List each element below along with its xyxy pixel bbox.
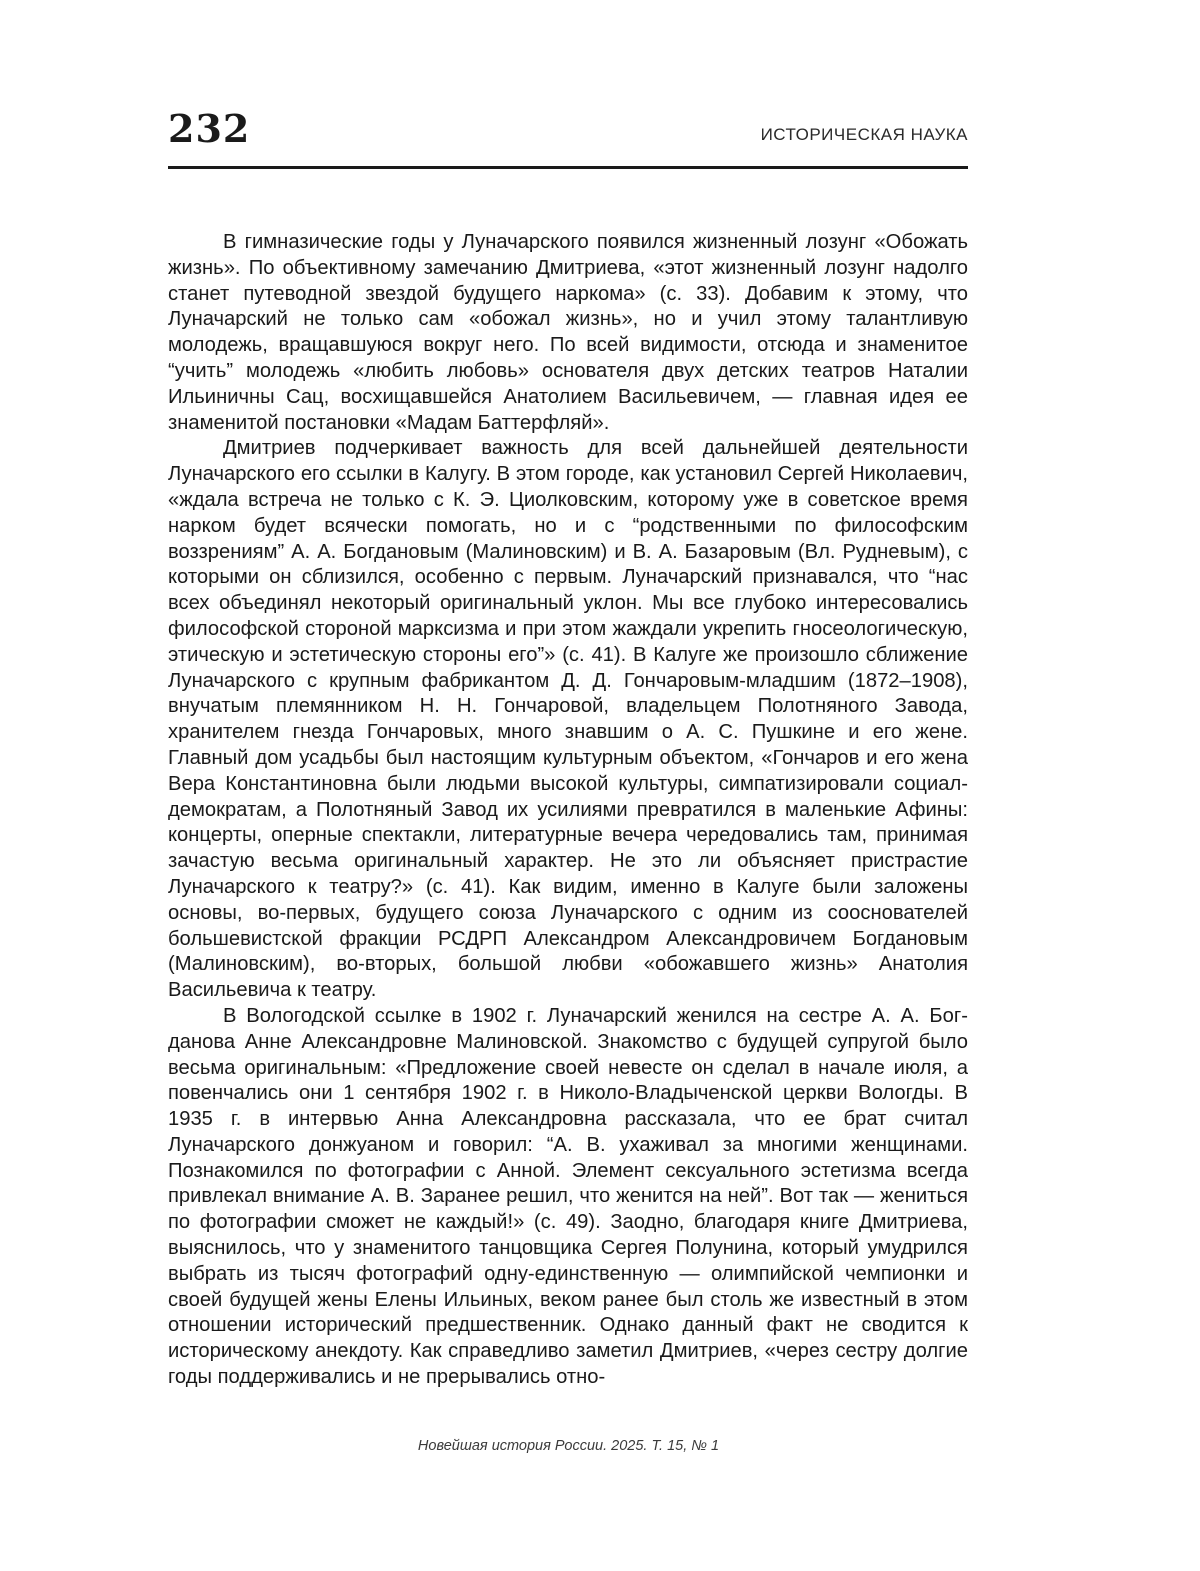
section-title: ИСТОРИЧЕСКАЯ НАУКА [760, 125, 968, 144]
article-body [168, 230, 968, 1391]
page-number: 232 [168, 106, 251, 151]
paragraph-2: Дмитриев подчеркивает важность для всей дальнейшей деятельности Луначарского его ссылки в Калугу. В этом городе, как установил Сергей Николаевич, «ждала встреча не только с К. Э. Циолковским, которому уже в советское время нарком будет всячески помогать, но и с “родственными по философским воззрениям” А. А. Богдановым (Малиновским) и В. А. Базаровым (Вл. Рудневым), с которыми он сблизился, особенно с первым. Луначарский признавался, что “нас всех объединял некоторый оригинальный уклон. Мы все глубоко интересовались философской стороной марксизма и при этом жаждали укрепить гносеологическую, этическую и эстетическую стороны его”» (с. 41). В Калуге же произошло сближение Луначарского с крупным фабрикантом Д. Д. Гончаровым-младшим (1872–1908), внучатым племянником Н. Н. Гончаровой, владельцем Полотняного Завода, хранителем гнезда Гончаровых, много знавшим о А. С. Пушкине и его жене. Главный дом усадьбы был настоящим культурным объектом, «Гончаров и его жена Вера Константиновна были людьми высокой культуры, симпатизировали социал-демократам, а Полотняный Завод их усилиями превратился в маленькие Афины: концерты, оперные спектакли, литературные вечера чередовались там, принимая зачастую весьма оригинальный характер. Не это ли объясняет пристрастие Луначарского к театру?» (с. 41). Как видим, именно в Калуге были заложены основы, во-первых, будущего союза Луначарского с одним из сооснователей большевистской фракции РСДРП Александром Александровичем Богдановым (Малиновским), во-вторых, большой любви «обожавшего жизнь» Анатолия Васильевича к театру. [168, 437, 968, 1002]
paragraph-3: В Вологодской ссылке в 1902 г. Луначарский женился на сестре А. А. Богданова Анне Александровне Малиновской. Знакомство с будущей супругой было весьма оригинальным: «Предложение своей невесте он сделал в начале июля, а повенчались они 1 сентября 1902 г. в Николо-Владыченской церкви Вологды. В 1935 г. в интервью Анна Александровна рассказала, что ее брат считал Луначарского донжуаном и говорил: “А. В. ухаживал за многими женщинами. Познакомился по фотографии с Анной. Элемент сексуального эстетизма всегда привлекал внимание А. В. Заранее решил, что женится на ней”. Вот так — жениться по фотографии сможет не каждый!» (с. 49). Заодно, благодаря книге Дмитриева, выяснилось, что у знаменитого танцовщика Сергея Полунина, который умудрился выбрать из тысяч фотографий одну-единственную — олимпийской чемпионки и своей будущей жены Елены Ильиных, веком ранее был столь же известный в этом отношении исторический предшественник. Однако данный факт не сводится к историческому анекдоту. Как справедливо заметил Дмитриев, «через сестру долгие годы поддерживались и не прерывались отно- [168, 1004, 968, 1389]
journal-footer: Новейшая история России. 2025. Т. 15, № 1 [417, 1438, 720, 1454]
header-rule [168, 166, 968, 169]
paragraph-1: В гимназические годы у Луначарского появился жизненный лозунг «Обожать жизнь». По объективному замечанию Дмитриева, «этот жизненный лозунг надолго станет путеводной звездой будущего наркома» (с. 33). Добавим к этому, что Луначарский не только сам «обожал жизнь», но и учил этому талантливую молодежь, вращавшуюся вокруг него. По всей видимости, отсюда и знаменитое “учить” молодежь «любить любовь» основателя двух детских театров Наталии Ильиничны Сац, восхищавшейся Анатолием Васильевичем, — главная идея ее знаменитой постановки «Мадам Баттерфляй». [168, 231, 968, 434]
